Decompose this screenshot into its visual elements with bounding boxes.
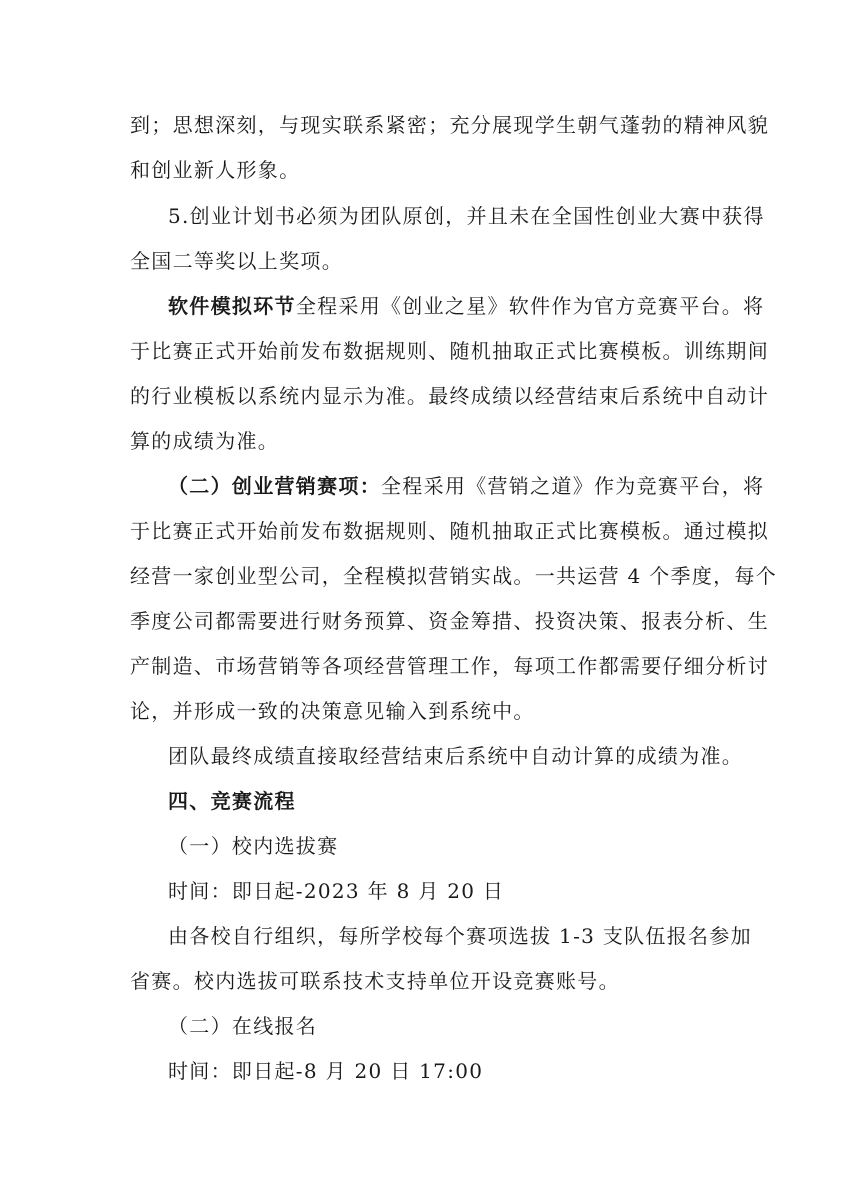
text-line: 到；思想深刻，与现实联系紧密；充分展现学生朝气蓬勃的精神风貌 bbox=[130, 113, 769, 137]
software-simulation-lead: 软件模拟环节 bbox=[168, 294, 296, 318]
stage2-title: （二）在线报名 bbox=[168, 1014, 318, 1038]
text-line: 于比赛正式开始前发布数据规则、随机抽取正式比赛模板。训练期间 bbox=[130, 339, 769, 363]
text-line: 5.创业计划书必须为团队原创，并且未在全国性创业大赛中获得 bbox=[168, 204, 765, 228]
paragraph-software-simulation bbox=[168, 292, 764, 320]
text-line: 的行业模板以系统内显示为准。最终成绩以经营结束后系统中自动计 bbox=[130, 384, 769, 408]
paragraph-marketing-event bbox=[168, 472, 764, 500]
stage2-time: 时间：即日起-8 月 20 日 17:00 bbox=[168, 1059, 484, 1083]
stage1-title: （一）校内选拔赛 bbox=[168, 834, 339, 858]
marketing-event-lead: （二）创业营销赛项： bbox=[168, 474, 381, 498]
text-line: 于比赛正式开始前发布数据规则、随机抽取正式比赛模板。通过模拟 bbox=[130, 519, 769, 543]
text-line: 团队最终成绩直接取经营结束后系统中自动计算的成绩为准。 bbox=[168, 744, 744, 768]
text-line: 季度公司都需要进行财务预算、资金筹措、投资决策、报表分析、生 bbox=[130, 609, 769, 633]
text-line: 全国二等奖以上奖项。 bbox=[130, 249, 343, 273]
text-line: 论，并形成一致的决策意见输入到系统中。 bbox=[130, 699, 535, 723]
text-line: 经营一家创业型公司，全程模拟营销实战。一共运营 4 个季度，每个 bbox=[130, 564, 778, 588]
text-line: 算的成绩为准。 bbox=[130, 429, 280, 453]
stage1-desc: 省赛。校内选拔可联系技术支持单位开设竞赛账号。 bbox=[130, 969, 620, 993]
text-line: 全程采用《创业之星》软件作为官方竞赛平台。将 bbox=[295, 294, 765, 318]
text-line: 和创业新人形象。 bbox=[130, 158, 301, 182]
stage1-time: 时间：即日起-2023 年 8 月 20 日 bbox=[168, 879, 505, 903]
stage1-desc: 由各校自行组织，每所学校每个赛项选拔 1-3 支队伍报名参加 bbox=[168, 924, 752, 948]
text-line: 全程采用《营销之道》作为竞赛平台，将 bbox=[381, 474, 765, 498]
section-heading: 四、竞赛流程 bbox=[168, 789, 296, 813]
text-line: 产制造、市场营销等各项经营管理工作，每项工作都需要仔细分析讨 bbox=[130, 654, 769, 678]
